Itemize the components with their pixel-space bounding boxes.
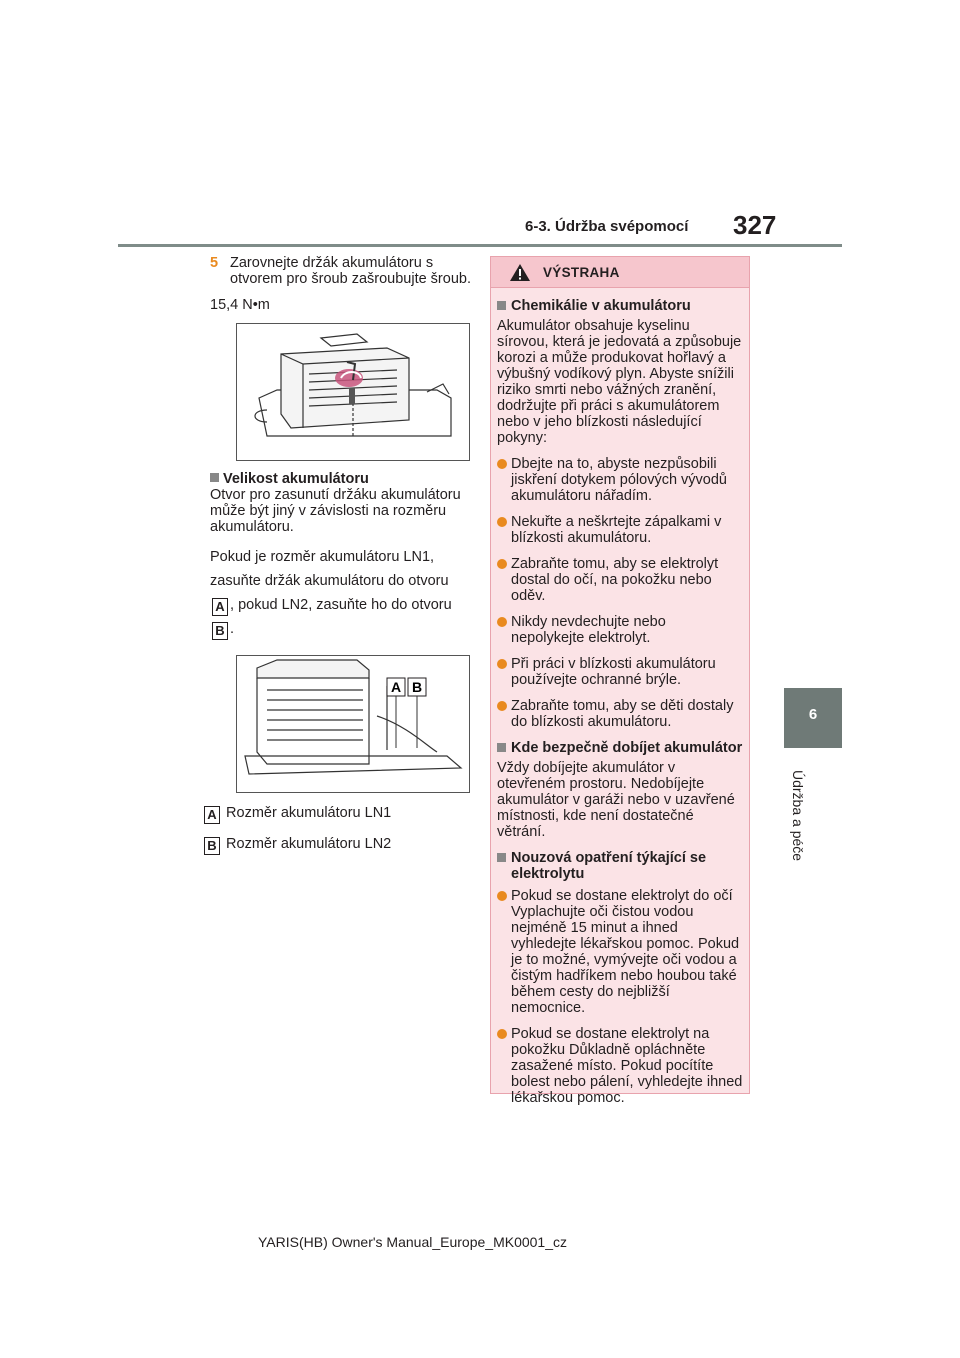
bullet-text: Zabraňte tomu, aby se děti dostaly do blízkosti akumulátoru. [511,698,734,730]
battery-size-instruction: Pokud je rozměr akumulátoru LN1, zasuňte držák akumulátoru do otvoru A , pokud LN2, zasuňte ho do otvoru B . [210,549,452,638]
warning-box [490,256,750,1106]
battery-size-note: Otvor pro zasunutí držáku akumulátoru může být jiný v závislosti na rozměru akumulátoru. [210,487,461,535]
heading-text: Nouzová opatření týkající se elektrolytu [511,850,707,882]
chapter-tab [784,688,842,748]
bullet-dot-icon [497,1029,507,1039]
legend-a-text: Rozměr akumulátoru LN1 [226,805,392,821]
figure-label-a: A [390,679,402,695]
bracket-holes-illustration [237,656,469,792]
warning-bullet [497,556,743,604]
chapter-title-text: Údržba a péče [790,770,806,862]
battery-bracket-illustration [237,324,469,460]
bullet-text: Pokud se dostane elektrolyt do očí Vyplachujte oči čistou vodou nejméně 15 minut a ihned vyhledejte lékařskou pomoc. Pokud je to možné, vymývejte oči vodou a čistým hadříkem nebo houbou také během cesty do nejbližší nemocnice. [511,888,740,1016]
header-section-title: 6-3. Údržba svépomocí [525,218,689,235]
bracket-holes-figure [236,655,470,793]
bullet-dot-icon [497,517,507,527]
square-bullet-icon [210,473,219,482]
warning-bullet [497,614,743,646]
footer-document-id: YARIS(HB) Owner's Manual_Europe_MK0001_cz [258,1234,567,1250]
bullet-dot-icon [497,459,507,469]
section-heading [210,471,472,487]
figure-label-b: B [411,679,423,695]
legend-a-box: A [204,806,220,824]
header-rule [118,244,842,247]
warning-bullet [497,698,743,730]
warning-body [491,288,749,1106]
bullet-dot-icon [497,659,507,669]
warning-bullet [497,1026,743,1106]
heading-text: Chemikálie v akumulátoru [511,298,691,314]
warning-heading-emergency [497,850,743,882]
label-a-box: A [212,598,228,616]
bullet-text: Nekuřte a neškrtejte zápalkami v blízkosti akumulátoru. [511,514,722,546]
bullet-dot-icon [497,891,507,901]
bullet-dot-icon [497,559,507,569]
legend-b [202,836,472,855]
square-bullet-icon [497,853,506,862]
warning-bullet [497,656,743,688]
torque-value: 15,4 N•m [210,297,270,313]
battery-bracket-figure [236,323,470,461]
square-bullet-icon [497,743,506,752]
section-heading-text: Velikost akumulátoru [223,471,369,487]
chapter-number: 6 [808,706,818,723]
warning-title: VÝSTRAHA [543,265,620,280]
warning-charging-text: Vždy dobíjejte akumulátor v otevřeném prostoru. Nedobíjejte akumulátor v garáži nebo v uzavřené místnosti, kde není dostatečné větrání. [497,760,735,840]
bullet-text: Dbejte na to, abyste nezpůsobili jiskření dotykem pólových vývodů akumulátoru nářadím. [511,456,727,504]
warning-heading-charging [497,740,743,756]
legend-a [202,805,472,824]
chapter-title [786,770,808,880]
warning-heading-chemicals [497,298,743,314]
left-column [207,255,472,855]
bullet-text: Při práci v blízkosti akumulátoru používejte ochranné brýle. [511,656,716,688]
step-text: Zarovnejte držák akumulátoru s otvorem pro šroub zašroubujte šroub. [230,255,471,287]
instruction-ln2: pokud LN2, zasuňte ho do otvoru [238,597,452,613]
instruction-ln1: Pokud je rozměr akumulátoru LN1, zasuňte držák akumulátoru do otvoru [210,549,449,589]
warning-bullet [497,514,743,546]
bullet-dot-icon [497,617,507,627]
legend-b-box: B [204,837,220,855]
legend-b-text: Rozměr akumulátoru LN2 [226,836,392,852]
warning-header [491,257,749,288]
bullet-text: Zabraňte tomu, aby se elektrolyt dostal do očí, na pokožku nebo oděv. [511,556,719,604]
bullet-text: Nikdy nevdechujte nebo nepolykejte elektrolyt. [511,614,666,646]
warning-bullet [497,456,743,504]
bullet-text: Pokud se dostane elektrolyt na pokožku Důkladně opláchněte zasažené místo. Pokud pocítíte bolest nebo pálení, vyhledejte ihned lékařskou pomoc. [511,1026,743,1106]
step [210,255,472,287]
warning-triangle-icon [509,263,531,282]
heading-text: Kde bezpečně dobíjet akumulátor [511,740,743,756]
step-number: 5 [210,255,219,271]
page-number: 327 [733,210,777,240]
warning-bullet [497,888,743,1016]
square-bullet-icon [497,301,506,310]
bullet-dot-icon [497,701,507,711]
label-b-box: B [212,622,228,640]
warning-chemicals-text: Akumulátor obsahuje kyselinu sírovou, která je jedovatá a způsobuje korozi a může produkovat hořlavý a výbušný vodíkový plyn. Abyste snížili riziko smrti nebo vážných zranění, dodržujte při práci s akumulátorem nebo v jeho blízkosti následující pokyny: [497,318,742,446]
